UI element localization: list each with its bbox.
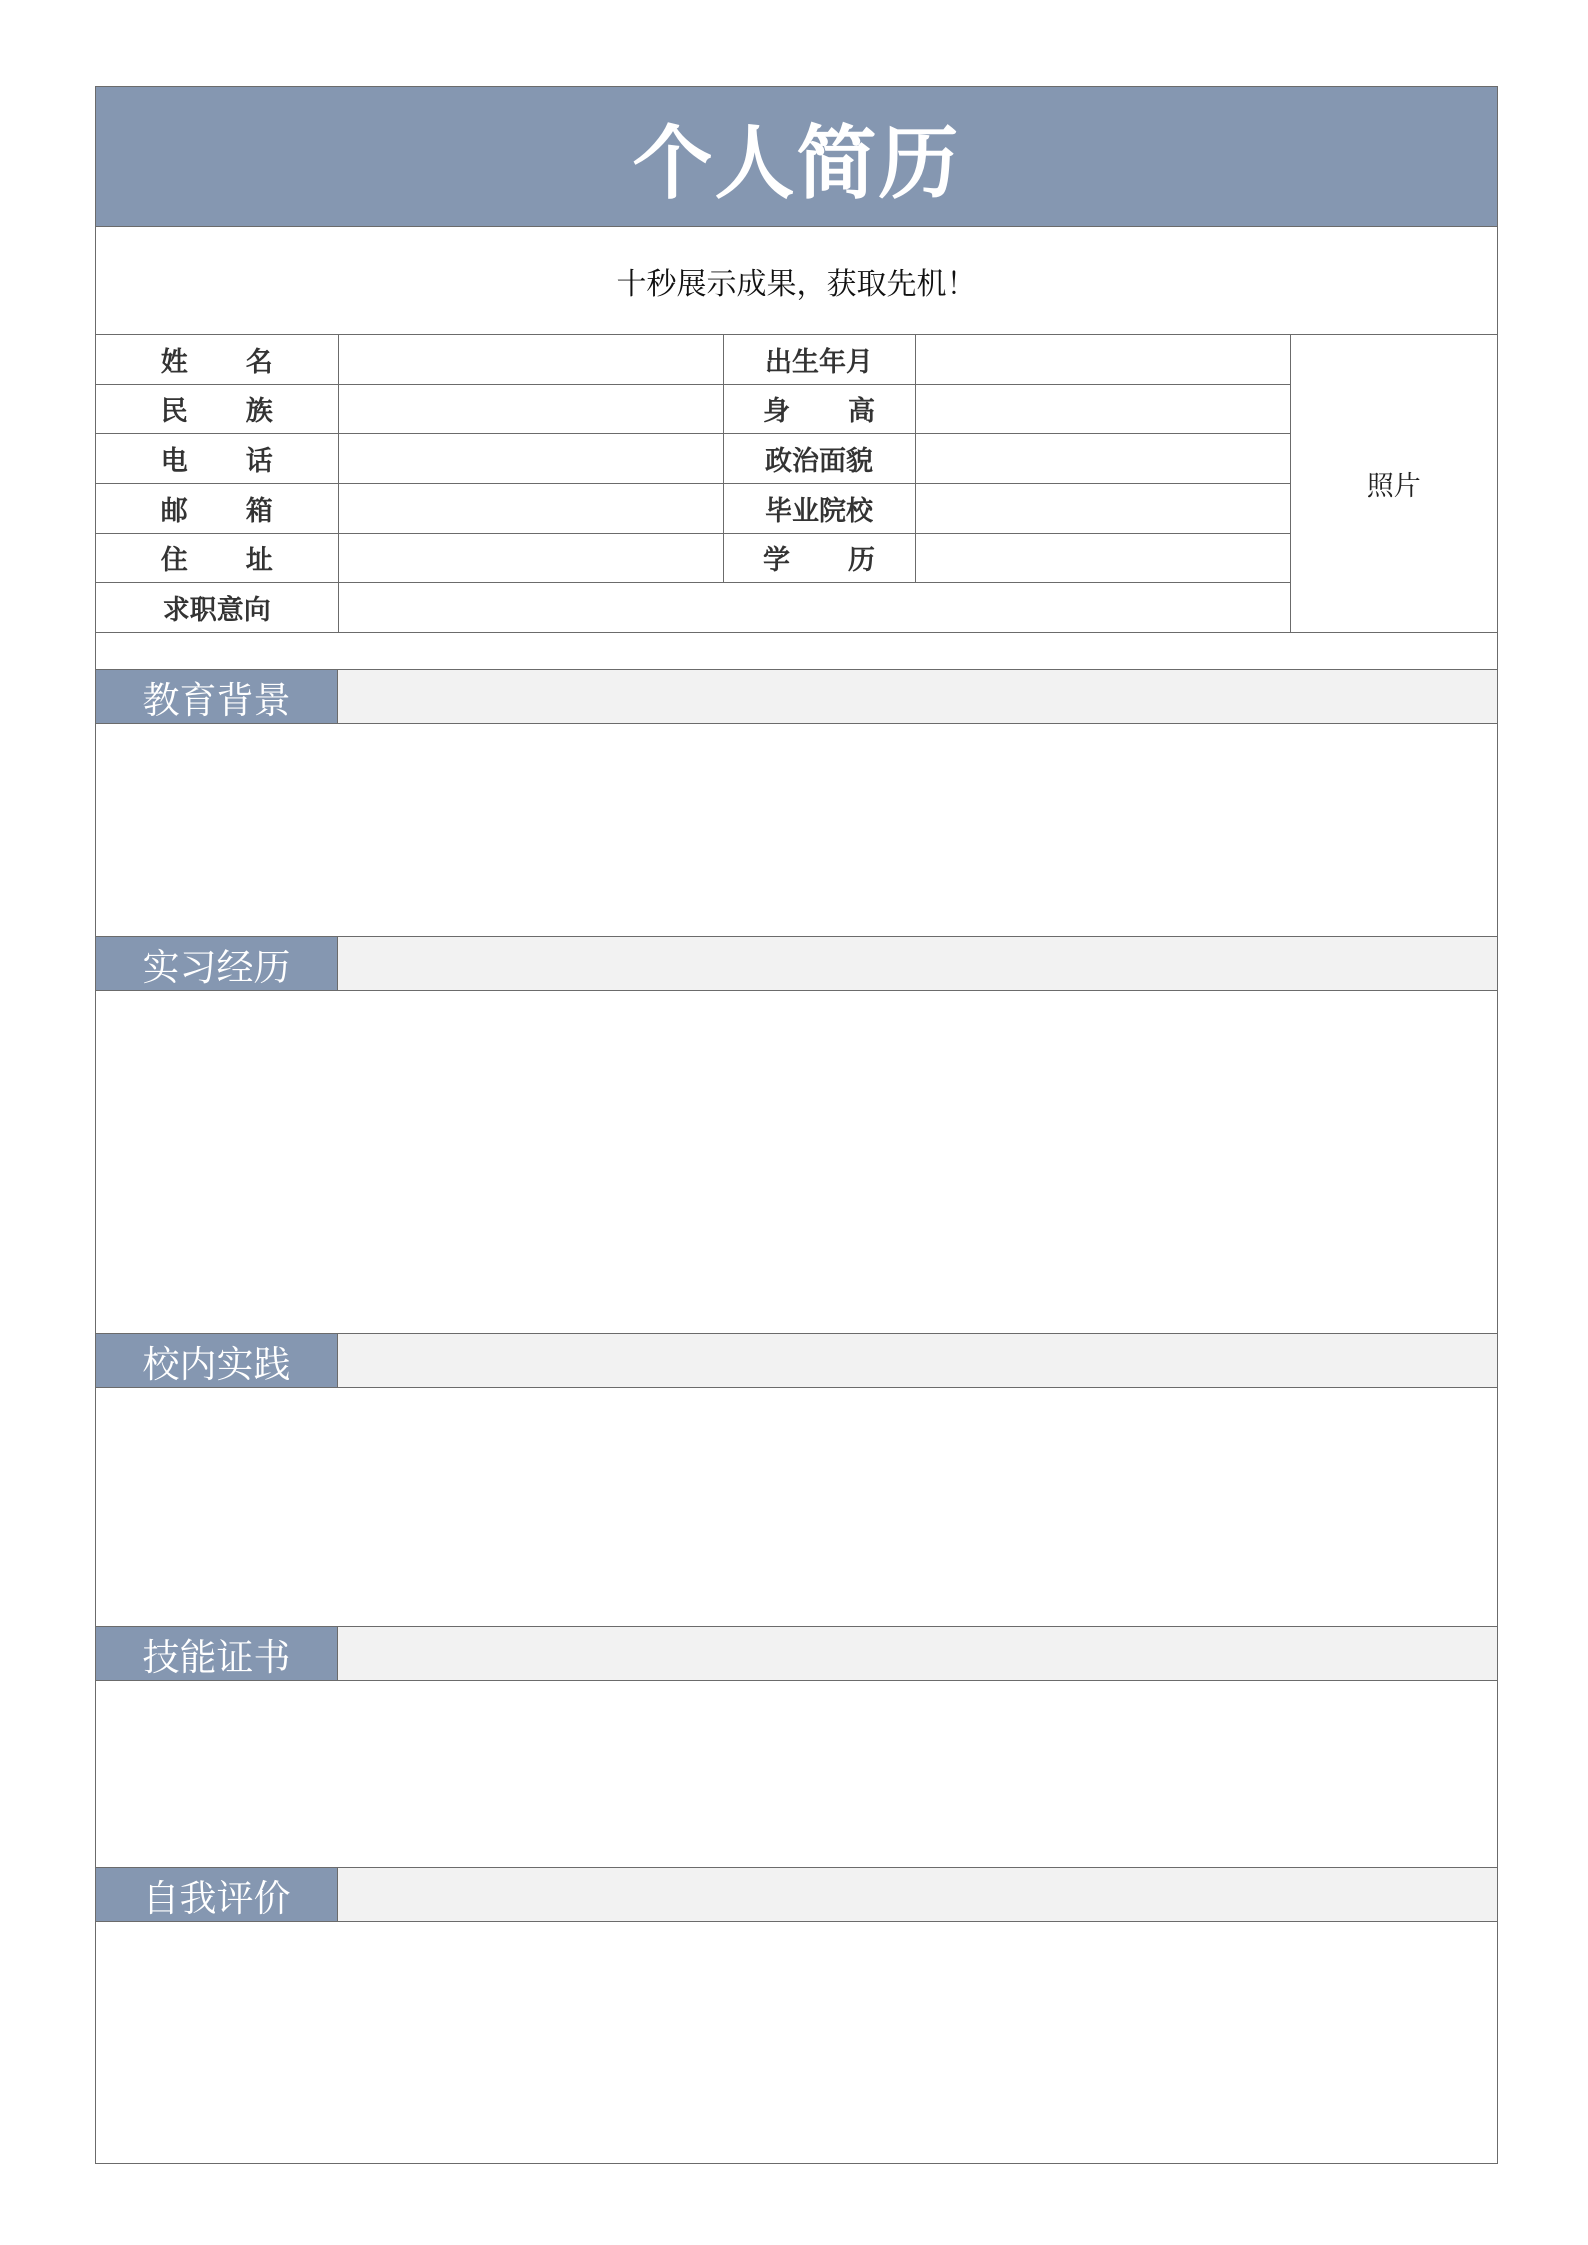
objective-field[interactable] xyxy=(338,583,1290,633)
personal-info-table xyxy=(96,335,1497,633)
photo-label: 照片 xyxy=(1366,471,1421,502)
skills-header xyxy=(96,1626,1497,1681)
photo-box[interactable] xyxy=(1290,335,1497,633)
self-eval-content[interactable] xyxy=(96,1922,1497,2163)
education-header xyxy=(96,669,1497,724)
title-bar xyxy=(96,87,1497,227)
birth-label: 出生年月 xyxy=(723,335,915,384)
height-field[interactable] xyxy=(915,384,1290,434)
education-content[interactable] xyxy=(96,724,1497,936)
email-label: 邮 箱 xyxy=(96,483,338,533)
ethnicity-label: 民 族 xyxy=(96,384,338,434)
resume-sheet xyxy=(95,86,1498,2164)
skills-title: 技能证书 xyxy=(96,1627,338,1680)
campus-header xyxy=(96,1333,1497,1388)
objective-label: 求职意向 xyxy=(96,583,338,633)
phone-field[interactable] xyxy=(338,434,723,484)
degree-label: 学 历 xyxy=(723,533,915,583)
name-label: 姓 名 xyxy=(96,335,338,384)
birth-field[interactable] xyxy=(915,335,1290,384)
political-field[interactable] xyxy=(915,434,1290,484)
political-label: 政治面貌 xyxy=(723,434,915,484)
subtitle: 十秒展示成果，获取先机！ xyxy=(96,227,1497,335)
education-title: 教育背景 xyxy=(96,670,338,723)
internship-title: 实习经历 xyxy=(96,937,338,990)
self-eval-header xyxy=(96,1867,1497,1922)
school-field[interactable] xyxy=(915,483,1290,533)
name-field[interactable] xyxy=(338,335,723,384)
skills-content[interactable] xyxy=(96,1681,1497,1867)
address-label: 住 址 xyxy=(96,533,338,583)
internship-content[interactable] xyxy=(96,991,1497,1333)
ethnicity-field[interactable] xyxy=(338,384,723,434)
phone-label: 电 话 xyxy=(96,434,338,484)
page-title: 个人简历 xyxy=(632,117,961,210)
school-label: 毕业院校 xyxy=(723,483,915,533)
degree-field[interactable] xyxy=(915,533,1290,583)
address-field[interactable] xyxy=(338,533,723,583)
internship-header xyxy=(96,936,1497,991)
email-field[interactable] xyxy=(338,483,723,533)
height-label: 身 高 xyxy=(723,384,915,434)
campus-title: 校内实践 xyxy=(96,1334,338,1387)
campus-content[interactable] xyxy=(96,1388,1497,1626)
self-eval-title: 自我评价 xyxy=(96,1868,338,1921)
